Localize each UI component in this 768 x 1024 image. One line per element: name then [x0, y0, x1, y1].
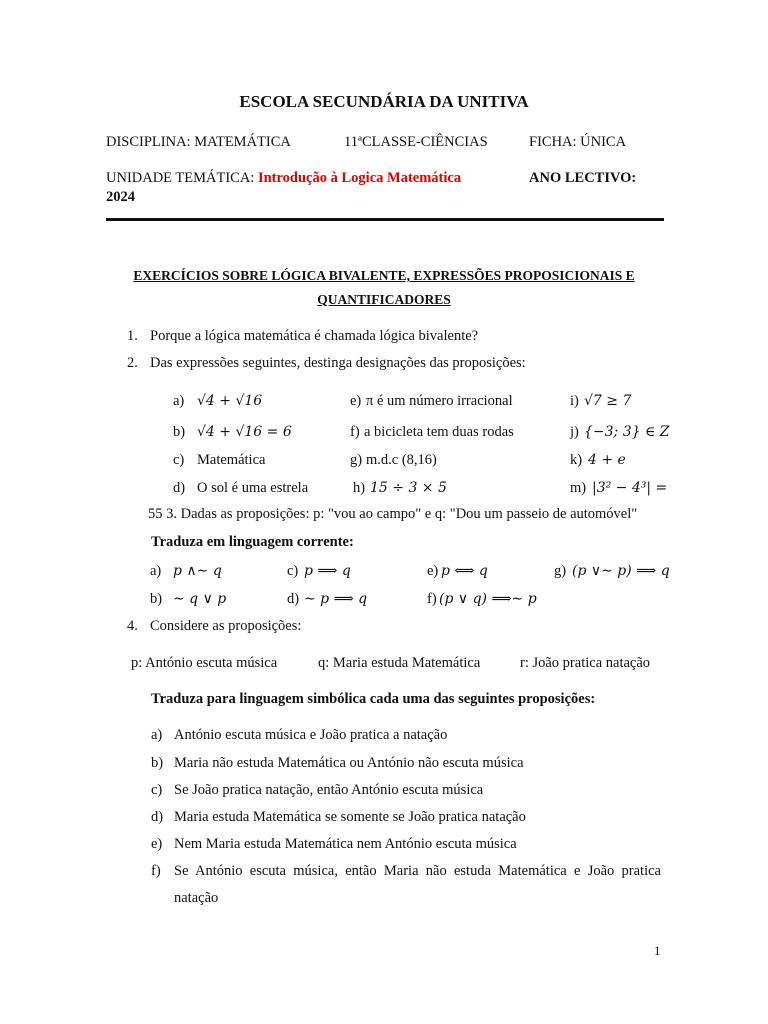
- q2-item-d-label: d): [173, 480, 186, 496]
- q3-item-d: ∼ p ⟹ q: [304, 591, 368, 607]
- q4-item-f-label: f): [151, 863, 161, 879]
- q4-item-e: Nem Maria estuda Matemática nem António escuta música: [174, 836, 517, 852]
- q3-instruction: Traduza em linguagem corrente:: [151, 534, 354, 550]
- q2-item-a: √4 + √16: [197, 393, 263, 409]
- q4-item-c-label: c): [151, 782, 163, 798]
- q4-item-c: Se João pratica natação, então António escuta música: [174, 782, 484, 798]
- q3-item-b: ∼ q ∨ p: [173, 591, 227, 607]
- q2-item-d: O sol é uma estrela: [197, 480, 309, 496]
- q4-text: Considere as proposições:: [150, 618, 302, 634]
- q4-item-f-cont: natação: [174, 890, 219, 906]
- section-title-line2: QUANTIFICADORES: [317, 292, 451, 307]
- q1-number: 1.: [127, 328, 138, 344]
- q3-item-c-label: c): [287, 563, 299, 579]
- q2-item-c-label: c): [173, 452, 185, 468]
- q2-item-c: Matemática: [197, 452, 266, 468]
- q2-item-k: 4 + e: [588, 452, 626, 468]
- q3-item-f: (p ∨ q) ⟹∼ p: [439, 591, 537, 607]
- q4-item-b: Maria não estuda Matemática ou António não escuta música: [174, 755, 524, 771]
- q1-text: Porque a lógica matemática é chamada lógica bivalente?: [150, 328, 479, 344]
- q4-item-d: Maria estuda Matemática se somente se João pratica natação: [174, 809, 526, 825]
- q2-item-i: √7 ≥ 7: [584, 393, 632, 409]
- q2-item-g-label: g): [350, 452, 363, 468]
- q3-item-f-label: f): [427, 591, 437, 607]
- q2-item-f-label: f): [350, 424, 360, 440]
- page-number: 1: [654, 943, 661, 958]
- q3-item-e: p ⟺ q: [441, 563, 488, 579]
- discipline-label: DISCIPLINA: MATEMÁTICA: [106, 134, 291, 150]
- class-label: 11ªCLASSE-CIÊNCIAS: [344, 134, 488, 150]
- q3-item-d-label: d): [287, 591, 300, 607]
- q3-item-g: (p ∨∼ p) ⟹ q: [572, 563, 670, 579]
- year-label: ANO LECTIVO:: [529, 170, 637, 186]
- q2-item-f: a bicicleta tem duas rodas: [364, 424, 514, 440]
- q4-item-d-label: d): [151, 809, 164, 825]
- section-title-line1: EXERCÍCIOS SOBRE LÓGICA BIVALENTE, EXPRESSÕES PROPOSICIONAIS E: [133, 268, 635, 283]
- q2-item-h: 15 ÷ 3 × 5: [370, 480, 447, 496]
- q2-number: 2.: [127, 355, 138, 371]
- q2-item-e: π é um número irracional: [366, 393, 513, 409]
- q2-item-i-label: i): [570, 393, 579, 409]
- q2-item-j-label: j): [570, 424, 579, 440]
- sheet-label: FICHA: ÚNICA: [529, 134, 627, 150]
- q4-prop-p: p: António escuta música: [131, 655, 278, 671]
- q2-item-b-label: b): [173, 424, 186, 440]
- q3-item-e-label: e): [427, 563, 439, 579]
- q2-text: Das expressões seguintes, destinga designações das proposições:: [150, 355, 526, 371]
- q3-item-c: p ⟹ q: [304, 563, 351, 579]
- q3-item-b-label: b): [150, 591, 163, 607]
- header-divider: [106, 218, 664, 221]
- q4-prop-q: q: Maria estuda Matemática: [318, 655, 481, 671]
- q2-item-b: √4 + √16 = 6: [197, 424, 292, 440]
- q4-instruction: Traduza para linguagem simbólica cada uma das seguintes proposições:: [151, 691, 596, 707]
- q2-item-a-label: a): [173, 393, 185, 409]
- q4-item-a: António escuta música e João pratica a natação: [174, 727, 448, 743]
- unit-value: Introdução à Logica Matemática: [257, 170, 462, 186]
- q4-item-e-label: e): [151, 836, 163, 852]
- q3-item-g-label: g): [554, 563, 567, 579]
- q2-item-h-label: h): [353, 480, 366, 496]
- q4-item-f: Se António escuta música, então Maria não estuda Matemática e João pratica: [174, 863, 661, 879]
- q3-item-a: p ∧∼ q: [173, 563, 222, 579]
- q4-item-b-label: b): [151, 755, 164, 771]
- q4-item-a-label: a): [151, 727, 163, 743]
- unit-label: UNIDADE TEMÁTICA:: [106, 170, 255, 186]
- q4-number: 4.: [127, 618, 138, 634]
- school-title: ESCOLA SECUNDÁRIA DA UNITIVA: [239, 92, 529, 111]
- q2-item-e-label: e): [350, 393, 362, 409]
- q2-item-m-label: m): [570, 480, 587, 496]
- year-value: 2024: [106, 189, 135, 205]
- q4-prop-r: r: João pratica natação: [520, 655, 651, 671]
- q2-item-m: |3² − 4³| =: [592, 480, 668, 496]
- q3-item-a-label: a): [150, 563, 162, 579]
- q3-intro: 55 3. Dadas as proposições: p: "vou ao campo" e q: "Dou um passeio de automóvel": [148, 506, 638, 522]
- q2-item-k-label: k): [570, 452, 583, 468]
- q2-item-g: m.d.c (8,16): [366, 452, 437, 468]
- q2-item-j: {−3; 3} ∈ Z: [584, 424, 670, 440]
- unit-row: [106, 169, 461, 187]
